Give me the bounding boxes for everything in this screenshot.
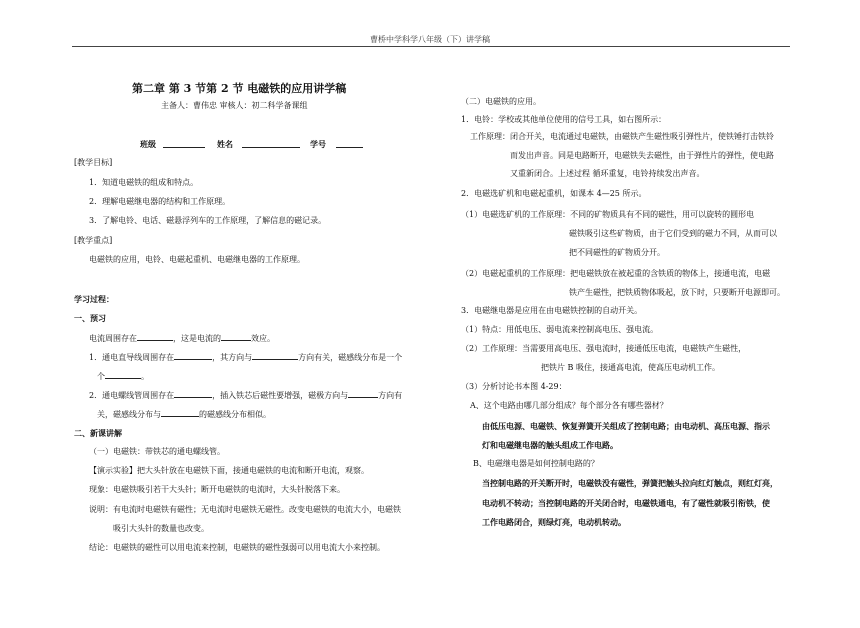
answer-blank[interactable]	[161, 408, 199, 417]
right-answer-line: 当控制电路的开关断开时，电磁铁没有磁性，弹簧把触头拉向红灯触点，则红灯亮，	[482, 478, 778, 488]
right-line: 3．电磁继电器是应用在由电磁铁控制的自动开关。	[461, 306, 643, 315]
goal-item: 3．了解电铃、电话、磁悬浮列车的工作原理，了解信息的磁记录。	[89, 216, 327, 225]
right-line: 把铁片 B 吸住，接通高电流，使高压电动机工作。	[541, 363, 720, 372]
answer-blank[interactable]	[174, 351, 212, 360]
process-heading: 学习过程：	[74, 294, 114, 304]
right-answer-line: 电动机不转动；当控制电路的开关闭合时，电磁铁通电，有了磁性就吸引衔铁，使	[482, 498, 770, 508]
right-line: （1）特点：用低电压、弱电流来控制高电压、强电流。	[461, 325, 659, 334]
preview-line-5: 关，磁感线分布与 的磁感线分布相似。	[97, 410, 271, 419]
new-lesson-heading: 二、新课讲解	[74, 428, 122, 438]
preview-heading: 一、预习	[74, 313, 106, 323]
number-blank[interactable]	[336, 139, 363, 148]
preview-line-1: 电流周围存在 ，这是电流的 效应。	[89, 334, 275, 343]
right-answer-line: 灯和电磁继电器的触头组成工作电路。	[482, 440, 618, 450]
number-label: 学号	[310, 139, 326, 149]
goal-item: 1．知道电磁铁的组成和特点。	[89, 178, 199, 187]
answer-blank[interactable]	[174, 389, 212, 398]
answer-blank[interactable]	[252, 351, 298, 360]
right-line: （3）分析讨论书本图 4-29：	[461, 382, 567, 391]
right-line: 磁铁吸引这些矿物质，由于它们受到的磁力不同，从而可以	[569, 229, 777, 238]
preview-line-3: 个 。	[97, 372, 149, 381]
preview-line-4: 2．通电螺线管周围存在 ，插入铁芯后磁性要增强，磁极方向与 方向有	[89, 391, 403, 400]
right-answer-line: 由低压电源、电磁铁、恢复弹簧开关组成了控制电路；由电动机、高压电源、指示	[482, 421, 770, 431]
right-line: （二）电磁铁的应用。	[461, 97, 541, 106]
right-line: 1．电铃：学校或其他单位使用的信号工具，如右图所示：	[461, 115, 667, 124]
lesson-line: 结论：电磁铁的磁性可以用电流来控制，电磁铁的磁性强弱可以用电流大小来控制。	[89, 543, 385, 552]
right-line: B、电磁继电器是如何控制电路的？	[473, 459, 599, 468]
lesson-line: 现象：电磁铁吸引若干大头针；断开电磁铁的电流时，大头针脱落下来。	[89, 485, 345, 494]
answer-blank[interactable]	[105, 370, 141, 379]
lesson-line: 吸引大头针的数量也改变。	[113, 524, 209, 533]
name-label: 姓名	[217, 139, 233, 149]
lesson-line: 说明：有电流时电磁铁有磁性；无电流时电磁铁无磁性。改变电磁铁的电流大小，电磁铁	[89, 505, 401, 514]
right-answer-line: 工作电路闭合，则绿灯亮，电动机转动。	[482, 517, 626, 527]
class-blank[interactable]	[163, 139, 205, 148]
header-rule	[72, 46, 790, 47]
right-line: 而发出声音。同是电路断开，电磁铁失去磁性，由于弹性片的弹性，使电路	[510, 151, 774, 160]
right-line: 工作原理：闭合开关，电流通过电磁铁，由磁铁产生磁性吸引弹性片，使铁锤打击铁铃	[470, 132, 774, 141]
focus-heading: [教学重点]	[74, 236, 113, 245]
answer-blank[interactable]	[348, 389, 378, 398]
answer-blank[interactable]	[221, 332, 251, 341]
authors-line: 主备人：曹伟忠 审核人：初二科学备课组	[161, 101, 308, 110]
document-title: 第二章 第 3 节第 2 节 电磁铁的应用讲学稿	[132, 82, 347, 95]
goal-item: 2．理解电磁继电器的结构和工作原理。	[89, 197, 231, 206]
answer-blank[interactable]	[137, 332, 173, 341]
right-line: 把不同磁性的矿物质分开。	[569, 248, 665, 257]
class-label: 班级	[140, 139, 156, 149]
right-line: （2）电磁起重机的工作原理：把电磁铁放在被起重的含铁质的物体上，接通电流，电磁	[461, 269, 771, 278]
page-header: 曹桥中学科学八年级（下）讲学稿	[370, 35, 490, 44]
name-blank[interactable]	[242, 139, 300, 148]
right-line: （2）工作原理：当需要用高电压、强电流时，接通低压电流，电磁铁产生磁性，	[461, 344, 747, 353]
right-line: 又重新闭合。上述过程 循环重复，电铃持续发出声音。	[510, 169, 705, 178]
preview-line-2: 1．通电直导线周围存在 ，其方向与 方向有关，磁感线分布是一个	[89, 353, 403, 362]
right-line: A、这个电路由哪几部分组成？每个部分各有哪些器材？	[470, 401, 668, 410]
right-line: 铁产生磁性，把铁质物体吸起，放下时，只要断开电源即可。	[569, 288, 785, 297]
focus-text: 电磁铁的应用，电铃、电磁起重机、电磁继电器的工作原理。	[89, 255, 305, 264]
lesson-line: （一）电磁铁：带铁芯的通电螺线管。	[89, 447, 225, 456]
goals-heading: [教学目标]	[74, 158, 113, 167]
right-line: 2．电磁选矿机和电磁起重机，如课本 4—25 所示。	[461, 189, 647, 198]
lesson-line: 【演示实验】把大头针放在电磁铁下面，接通电磁铁的电流和断开电流，观察。	[89, 466, 369, 475]
right-line: （1）电磁选矿机的工作原理：不同的矿物质具有不同的磁性，用可以旋转的圆形电	[461, 210, 755, 219]
